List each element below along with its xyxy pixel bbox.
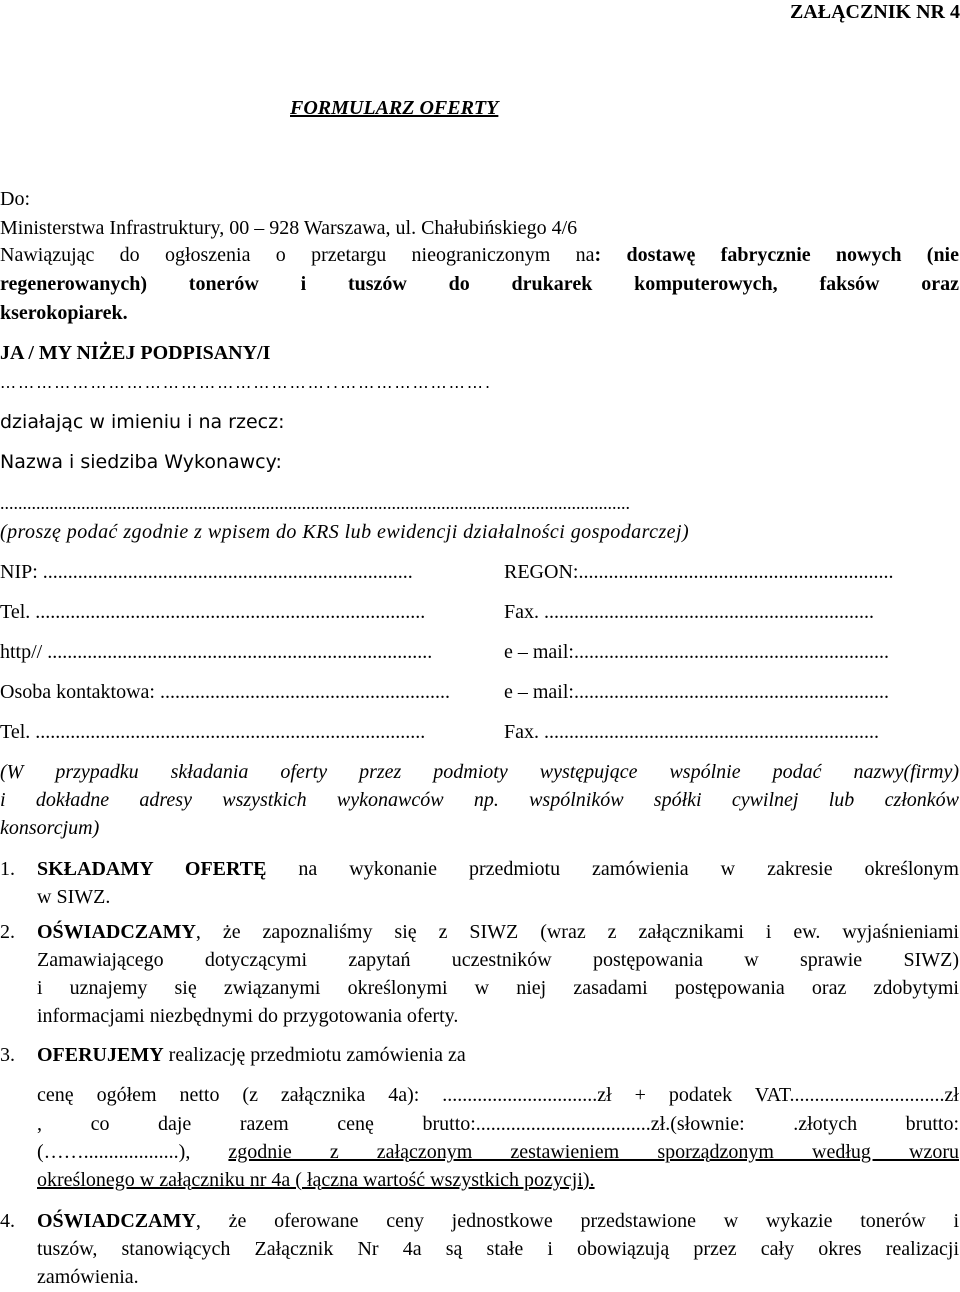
price-words-line bbox=[37, 1138, 959, 1167]
point-1-number: 1. bbox=[0, 858, 15, 880]
price-words-field[interactable]: (……...................), bbox=[37, 1141, 229, 1163]
contact-person-field[interactable]: Osoba kontaktowa: .......................................................... bbox=[0, 681, 450, 703]
fax-field[interactable]: Fax. .................................................................. bbox=[504, 601, 874, 623]
contractor-name-field[interactable]: ............................................................................................................................................ bbox=[0, 493, 630, 513]
contact-tel-field[interactable]: Tel. .............................................................................. bbox=[0, 721, 426, 743]
contractor-name-label: Nazwa i siedziba Wykonawcy: bbox=[0, 451, 282, 473]
nip-field[interactable]: NIP: .......................................................................... bbox=[0, 561, 413, 583]
point-2-line-1 bbox=[37, 918, 959, 947]
email-field[interactable]: e – mail:............................................................... bbox=[504, 641, 889, 663]
intro-line-1 bbox=[0, 241, 959, 270]
point-3-text: realizację przedmiotu zamówienia za bbox=[163, 1044, 466, 1066]
signatory-heading: JA / MY NIŻEJ PODPISANY/I bbox=[0, 342, 271, 364]
tel-field[interactable]: Tel. .............................................................................. bbox=[0, 601, 426, 623]
point-3-number: 3. bbox=[0, 1044, 15, 1066]
contact-fax-field[interactable]: Fax. ................................................................... bbox=[504, 721, 879, 743]
point-2-text: , że zapoznaliśmy się z SIWZ (wraz z załącznikami i ew. wyjaśnieniami bbox=[195, 921, 959, 943]
annex-number: ZAŁĄCZNIK NR 4 bbox=[789, 1, 960, 23]
signatory-dots: ………………………………………………..……………………. bbox=[0, 373, 493, 392]
point-4-text: , że oferowane ceny jednostkowe przedstawione w wykazie tonerów i bbox=[195, 1210, 959, 1232]
consortium-note-1: (W przypadku składania oferty przez podmioty występujące wspólnie podać nazwy(firmy) bbox=[0, 761, 959, 783]
point-1-bold: SKŁADAMY OFERTĘ bbox=[37, 858, 267, 880]
www-email-row bbox=[0, 638, 950, 667]
point-2-bold: OŚWIADCZAMY bbox=[37, 921, 196, 943]
point-2-line-3: i uznajemy się związanymi określonymi w niej zasadami postępowania oraz zdobytymi bbox=[37, 977, 959, 999]
consortium-note-3: konsorcjum) bbox=[0, 817, 100, 839]
point-2-line-4: informacjami niezbędnymi do przygotowania oferty. bbox=[37, 1005, 459, 1027]
point-4-line-3: zamówienia. bbox=[37, 1266, 139, 1288]
price-schedule-ref-1: zgodnie z załączonym zestawieniem sporządzonym według wzoru bbox=[228, 1141, 959, 1163]
gross-price-line[interactable]: , co daje razem cenę brutto:...................................zł.(słownie: .złotych brutto: bbox=[37, 1113, 959, 1135]
consortium-note-2: i dokładne adresy wszystkich wykonawców np. wspólników spółki cywilnej lub członków bbox=[0, 789, 959, 811]
regon-field[interactable]: REGON:............................................................... bbox=[504, 561, 894, 583]
point-2-line-2: Zamawiającego dotyczącymi zapytań uczestników postępowania w sprawie SIWZ) bbox=[37, 949, 959, 971]
point-4-line-2: tuszów, stanowiących Załącznik Nr 4a są stałe i obowiązują przez cały okres realizacji bbox=[37, 1238, 959, 1260]
to-label: Do: bbox=[0, 188, 30, 210]
point-1-line-1 bbox=[37, 855, 959, 884]
form-title: FORMULARZ OFERTY bbox=[290, 97, 499, 119]
point-1-text: na wykonanie przedmiotu zamówienia w zakresie określonym bbox=[266, 858, 959, 880]
point-3-bold: OFERUJEMY bbox=[37, 1044, 164, 1066]
website-field[interactable]: http// ............................................................................. bbox=[0, 641, 433, 663]
intro-subject-1: : dostawę fabrycznie nowych (nie bbox=[594, 244, 959, 266]
contact-person-row bbox=[0, 678, 950, 707]
point-1-line-2: w SIWZ. bbox=[37, 886, 111, 908]
intro-text: Nawiązując do ogłoszenia o przetargu nieograniczonym na bbox=[0, 244, 595, 266]
price-schedule-ref-2: określonego w załączniku nr 4a ( łączna wartość wszystkich pozycji). bbox=[37, 1169, 595, 1191]
point-4-line-1 bbox=[37, 1207, 959, 1236]
net-price-line[interactable]: cenę ogółem netto (z załącznika 4a): ...............................zł + podatek VAT...............................zł bbox=[37, 1084, 959, 1106]
acting-on-behalf: działając w imieniu i na rzecz: bbox=[0, 411, 285, 433]
tel-fax-row bbox=[0, 598, 950, 627]
contact-tel-fax-row bbox=[0, 718, 950, 747]
point-3-line-1 bbox=[37, 1041, 466, 1070]
point-4-number: 4. bbox=[0, 1210, 15, 1232]
point-4-bold: OŚWIADCZAMY bbox=[37, 1210, 196, 1232]
ministry-address: Ministerstwa Infrastruktury, 00 – 928 Warszawa, ul. Chałubińskiego 4/6 bbox=[0, 217, 578, 239]
point-2-number: 2. bbox=[0, 921, 15, 943]
intro-subject-2: regenerowanych) tonerów i tuszów do drukarek komputerowych, faksów oraz bbox=[0, 273, 959, 295]
krs-note: (proszę podać zgodnie z wpisem do KRS lub ewidencji działalności gospodarczej) bbox=[0, 521, 690, 543]
contact-email-field[interactable]: e – mail:............................................................... bbox=[504, 681, 889, 703]
nip-regon-row bbox=[0, 558, 950, 587]
intro-subject-3: kserokopiarek. bbox=[0, 302, 128, 324]
